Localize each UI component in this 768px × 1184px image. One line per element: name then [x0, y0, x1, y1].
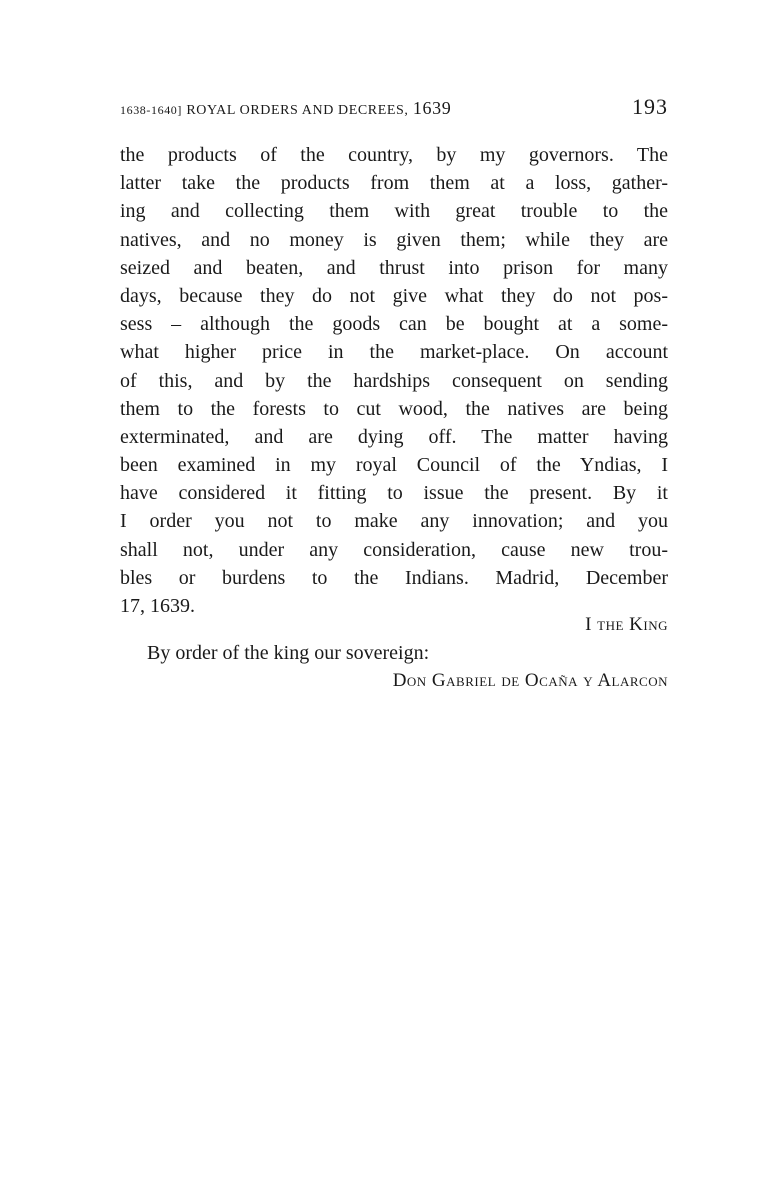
running-header — [120, 94, 668, 124]
body-line: I order you not to make any innovation; and you — [120, 510, 668, 533]
body-line: been examined in my royal Council of the Yndias, I — [120, 454, 668, 477]
body-line: natives, and no money is given them; while they are — [120, 228, 668, 251]
body-line: exterminated, and are dying off. The matter having — [120, 425, 668, 448]
body-line: them to the forests to cut wood, the natives are being — [120, 397, 668, 420]
royal-signature: I the King — [585, 614, 668, 635]
page-number: 193 — [632, 94, 668, 119]
header-title: ROYAL ORDERS AND DECREES, — [186, 103, 409, 118]
body-line: ing and collecting them with great trouble to the — [120, 200, 668, 223]
body-line: have considered it fitting to issue the present. By it — [120, 482, 668, 505]
body-line: days, because they do not give what they do not pos- — [120, 284, 668, 307]
header-title-group — [120, 98, 451, 119]
body-line: seized and beaten, and thrust into prison for many — [120, 256, 668, 279]
header-year: 1639 — [412, 98, 452, 118]
header-year-range: 1638-1640] — [120, 103, 182, 117]
secretary-name: Don Gabriel de Ocaña y Alarcon — [392, 670, 668, 691]
body-text — [120, 141, 668, 620]
body-line: what higher price in the market-place. On account — [120, 341, 668, 364]
body-line: shall not, under any consideration, cause new trou- — [120, 538, 668, 561]
body-line: sess – although the goods can be bought at a some- — [120, 313, 668, 336]
body-line: bles or burdens to the Indians. Madrid, December — [120, 566, 668, 589]
body-line: the products of the country, by my governors. The — [120, 144, 668, 166]
body-line-date: 17, 1639. — [120, 595, 195, 617]
body-line: of this, and by the hardships consequent on sending — [120, 369, 668, 392]
body-line: latter take the products from them at a loss, gather- — [120, 172, 668, 195]
order-line: By order of the king our sovereign: — [147, 642, 430, 664]
